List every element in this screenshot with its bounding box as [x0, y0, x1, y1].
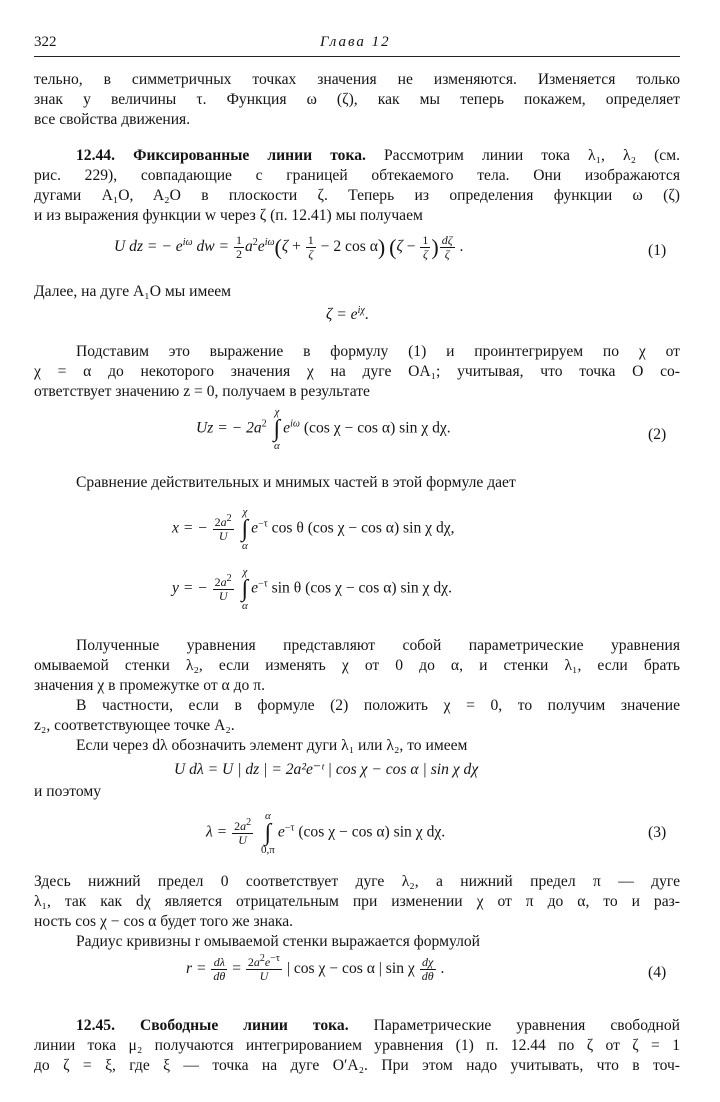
intro-line-3: все свойства движения.: [34, 111, 191, 128]
here-line-2: λ₁, так как dχ является отрицательным при изменении χ от π до α, то и раз-: [34, 893, 680, 910]
equation-x: x = − $\frac{2a^2}{U}$ χ ∫ α $e^{-\tau}$ cos θ (cos χ − cos α) sin χ dχ,: [172, 506, 455, 552]
obtained-line-3: значения χ в промежутке от α до π.: [34, 677, 266, 694]
eq3-number: (3): [648, 824, 667, 841]
text-therefore: и поэтому: [34, 783, 102, 800]
intro-line-1: тельно, в симметричных точках значения не изменяются. Изменяется только: [34, 71, 680, 88]
eq2-rest: (cos χ − cos α) sin χ dχ.: [303, 419, 451, 437]
substitute-line-1: Подставим это выражение в формулу (1) и проинтегрируем по χ от: [76, 343, 680, 360]
section-12-45-line-3: до ζ = ξ, где ξ — точка на дуге O′A₂. При этом надо учитывать, что в точ-: [34, 1057, 680, 1074]
eq4-rest: | cos χ − cos α | sin χ: [286, 960, 415, 978]
section-12-45-first-line: [76, 1016, 680, 1036]
section-12-44-line-1: Рассмотрим линии тока λ₁, λ₂ (см.: [365, 147, 680, 164]
page-number: 322: [34, 34, 57, 50]
equation-udl: U dλ = U | dz | = 2a²e⁻ᵗ | cos χ − cos α | sin χ dχ: [174, 761, 479, 778]
eq1-lhs: U dz = − e: [114, 238, 183, 256]
particular-line-2: z₂, соответствующее точке A₂.: [34, 717, 235, 734]
section-12-45-line-1: Параметрические уравнения свободной: [348, 1017, 680, 1034]
eq4-number: (4): [648, 964, 667, 981]
text-if-through: Если через dλ обозначить элемент дуги λ₁ или λ₂, то имеем: [76, 737, 468, 754]
section-12-44-line-4: и из выражения функции w через ζ (п. 12.41) мы получаем: [34, 207, 423, 224]
eq-x-lhs: x = −: [172, 519, 208, 537]
text-after-eq1: Далее, на дуге A₁O мы имеем: [34, 283, 232, 300]
equation-3: λ = $\frac{2a^2}{U}$ α ∫ 0,π $e^{-\tau}$ (cos χ − cos α) sin χ dχ.: [206, 810, 446, 856]
section-12-44-title: 12.44. Фиксированные линии тока.: [76, 147, 366, 164]
obtained-line-1: Полученные уравнения представляют собой параметрические уравнения: [76, 637, 680, 654]
eq2-lhs: Uz = − 2a: [196, 419, 262, 437]
header-rule: [34, 56, 680, 57]
equation-4: r = $\frac{d\lambda}{d\theta}$ = $\frac{2a^2e^{-\tau}}{U}$ | cos χ − cos α | sin χ $\frac{d\chi}{d\theta}$ .: [186, 953, 445, 983]
eq3-lhs: λ =: [206, 823, 228, 841]
section-12-45-title: 12.45. Свободные линии тока.: [76, 1017, 349, 1034]
eq1-number: (1): [648, 242, 667, 259]
eq-y-lhs: y = −: [172, 579, 208, 597]
substitute-line-2: χ = α до некоторого значения χ на дуге OA₁; учитывая, что точка O со-: [34, 363, 680, 380]
equation-zeta: $\zeta = e^{i\chi}$.: [326, 304, 369, 323]
here-line-3: ность cos χ − cos α будет того же знака.: [34, 913, 294, 930]
section-12-45-line-2: линии тока μ₂ получаются интегрированием уравнения (1) п. 12.44 по ζ от ζ = 1: [34, 1037, 680, 1054]
eq3-rest: (cos χ − cos α) sin χ dχ.: [298, 823, 446, 841]
section-12-44-first-line: [76, 146, 680, 166]
here-line-1: Здесь нижний предел 0 соответствует дуге λ₂, а нижний предел π — дуге: [34, 873, 680, 890]
eq-x-rest: cos θ (cos χ − cos α) sin χ dχ,: [271, 519, 455, 537]
running-title: Глава 12: [320, 34, 391, 50]
text-compare: Сравнение действительных и мнимых частей в этой формуле дает: [76, 474, 516, 491]
eq1-rest: dw =: [196, 238, 230, 256]
obtained-line-2: омываемой стенки λ₂, если изменять χ от 0 до α, и стенки λ₁, если брать: [34, 657, 680, 674]
eq-zeta: ζ = e: [326, 306, 358, 323]
section-12-44-line-3: дугами A₁O, A₂O в плоскости ζ. Теперь из определения функции ω (ζ): [34, 187, 680, 204]
section-12-44-line-2: рис. 229), совпадающие с границей обтекаемого тела. Они изображаются: [34, 167, 680, 184]
substitute-line-3: ответствует значению z = 0, получаем в результате: [34, 383, 370, 400]
equation-1: U dz = − $e^{i\omega}$ dw = $\frac{1}{2}$ $a^2e^{i\omega}(\zeta$ + $\frac{1}{\zeta}$ − 2 cos α) (ζ − $\frac{1}{\zeta}$ ) $\frac{d\zeta}{\zeta}$ .: [114, 233, 464, 261]
eq-y-rest: sin θ (cos χ − cos α) sin χ dχ.: [271, 579, 452, 597]
equation-y: y = − $\frac{2a^2}{U}$ χ ∫ α $e^{-\tau}$ sin θ (cos χ − cos α) sin χ dχ.: [172, 566, 452, 612]
particular-line-1: В частности, если в формуле (2) положить χ = 0, то получим значение: [76, 697, 680, 714]
text-radius: Радиус кривизны r омываемой стенки выражается формулой: [76, 933, 480, 950]
intro-line-2: знак у величины τ. Функция ω (ζ), как мы теперь покажем, определяет: [34, 91, 680, 108]
equation-2: Uz = − $2a^2$ χ ∫ α $e^{i\omega}$ (cos χ − cos α) sin χ dχ.: [196, 406, 451, 452]
eq2-number: (2): [648, 426, 667, 443]
eq4-lhs: r =: [186, 960, 207, 978]
